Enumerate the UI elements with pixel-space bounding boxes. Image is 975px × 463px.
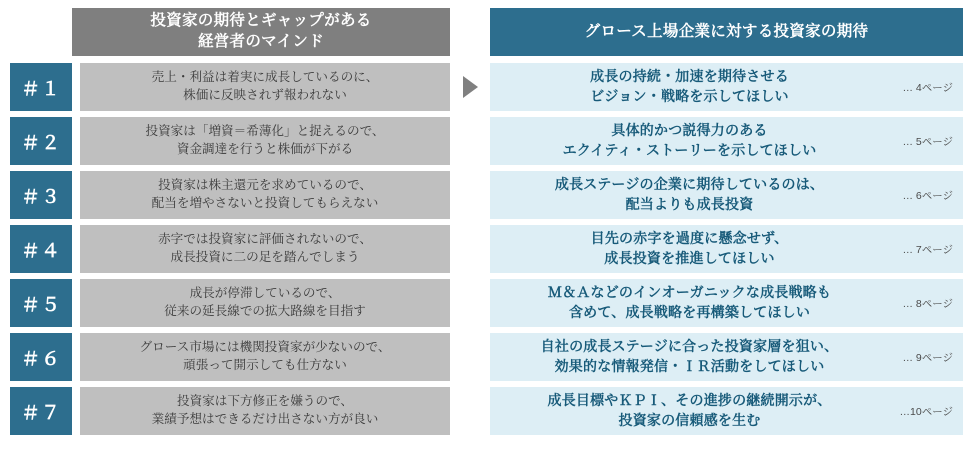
right-line1: 自社の成長ステージに合った投資家層を狙い、 xyxy=(540,338,839,355)
right-line2: ビジョン・戦略を示してほしい xyxy=(590,88,789,104)
header-left-line2: 経営者のマインド xyxy=(197,33,325,50)
row-right-cell-5 xyxy=(490,279,963,327)
row-number-6: ＃６ xyxy=(10,333,72,381)
left-line1: 赤字では投資家に評価されないので、 xyxy=(158,232,372,247)
right-line2: 配当よりも成長投資 xyxy=(625,196,754,212)
left-line2: 成長投資に二の足を踏んでしまう xyxy=(170,250,360,264)
row-number-3: ＃３ xyxy=(10,171,72,219)
page-reference-6: … 9ページ xyxy=(902,351,953,364)
page-reference-4: … 7ページ xyxy=(902,243,953,256)
row-right-text-1 xyxy=(496,67,883,106)
row-right-cell-3 xyxy=(490,171,963,219)
number-column-spacer xyxy=(10,8,72,56)
row-left-text-1 xyxy=(80,63,450,111)
table-row xyxy=(10,171,963,219)
right-line2: 含めて、成長戦略を再構築してほしい xyxy=(568,304,811,320)
page-reference-5: … 8ページ xyxy=(902,297,953,310)
row-right-cell-2 xyxy=(490,117,963,165)
arrow-column-spacer xyxy=(450,8,490,56)
row-right-cell-4 xyxy=(490,225,963,273)
left-line1: 売上・利益は着実に成長しているのに、 xyxy=(151,70,379,85)
arrow-placeholder xyxy=(450,171,490,219)
row-number-4: ＃４ xyxy=(10,225,72,273)
left-line2: 業績予想はできるだけ出さない方が良い xyxy=(151,412,379,426)
row-right-cell-6 xyxy=(490,333,963,381)
row-left-text-4 xyxy=(80,225,450,273)
row-right-cell-1 xyxy=(490,63,963,111)
row-number-7: ＃７ xyxy=(10,387,72,435)
left-line2: 資金調達を行うと株価が下がる xyxy=(176,142,354,156)
left-line2: 株価に反映されず報われない xyxy=(183,88,347,102)
arrow-placeholder xyxy=(450,117,490,165)
row-right-text-4 xyxy=(496,229,883,268)
row-left-text-7 xyxy=(80,387,450,435)
left-line1: 成長が停滞しているので、 xyxy=(189,286,341,301)
row-right-text-3 xyxy=(496,175,883,214)
row-left-text-5 xyxy=(80,279,450,327)
left-line2: 従来の延長線での拡大路線を目指す xyxy=(164,304,366,318)
row-right-text-2 xyxy=(496,121,883,160)
right-line2: 成長投資を推進してほしい xyxy=(604,250,775,266)
table-row xyxy=(10,387,963,435)
row-right-text-5 xyxy=(496,283,883,322)
right-line1: 具体的かつ説得力のある xyxy=(611,122,768,139)
table-row xyxy=(10,225,963,273)
row-left-text-2 xyxy=(80,117,450,165)
row-number-1: ＃１ xyxy=(10,63,72,111)
page-reference-7: …10ページ xyxy=(899,405,953,418)
page-reference-1: … 4ページ xyxy=(902,81,953,94)
header-right-title: グロース上場企業に対する投資家の期待 xyxy=(490,8,963,56)
table-row xyxy=(10,279,963,327)
table-row xyxy=(10,333,963,381)
page-reference-3: … 6ページ xyxy=(902,189,953,202)
table-row xyxy=(10,63,963,111)
right-line1: 成長ステージの企業に期待しているのは、 xyxy=(554,176,825,193)
page-reference-2: … 5ページ xyxy=(902,135,953,148)
left-line2: 配当を増やさないと投資してもらえない xyxy=(151,196,379,210)
left-line1: 投資家は下方修正を嫌うので、 xyxy=(176,394,354,409)
row-right-text-6 xyxy=(496,337,883,376)
right-line2: エクイティ・ストーリーを示してほしい xyxy=(562,142,817,158)
row-right-cell-7 xyxy=(490,387,963,435)
arrow-placeholder xyxy=(450,387,490,435)
right-line1: Ｍ＆Ａなどのインオーガニックな成長戦略も xyxy=(547,284,832,301)
right-line1: 目先の赤字を過度に懸念せず、 xyxy=(590,230,789,247)
right-line2: 投資家の信頼感を生む xyxy=(618,412,761,428)
left-line1: グロース市場には機関投資家が少ないので、 xyxy=(139,340,391,355)
row-number-2: ＃２ xyxy=(10,117,72,165)
row-number-5: ＃５ xyxy=(10,279,72,327)
row-left-text-3 xyxy=(80,171,450,219)
right-line2: 効果的な情報発信・ＩＲ活動をしてほしい xyxy=(554,358,825,374)
header-left-title xyxy=(72,8,450,56)
arrow-placeholder xyxy=(450,279,490,327)
right-line1: 成長の持続・加速を期待させる xyxy=(590,68,789,85)
arrow-placeholder xyxy=(450,333,490,381)
row-left-text-6 xyxy=(80,333,450,381)
row-right-text-7 xyxy=(496,391,883,430)
right-line1: 成長目標やＫＰＩ、その進捗の継続開示が、 xyxy=(547,392,832,409)
arrow-placeholder xyxy=(450,225,490,273)
table-row xyxy=(10,117,963,165)
header-left-line1: 投資家の期待とギャップがある xyxy=(150,12,372,30)
triangle-right-icon xyxy=(450,63,490,111)
diagram-header xyxy=(10,8,963,56)
left-line2: 頑張って開示しても仕方ない xyxy=(183,358,347,372)
left-line1: 投資家は「増資＝希薄化」と捉えるので、 xyxy=(145,124,385,139)
diagram-rows xyxy=(10,63,963,435)
left-line1: 投資家は株主還元を求めているので、 xyxy=(158,178,372,193)
